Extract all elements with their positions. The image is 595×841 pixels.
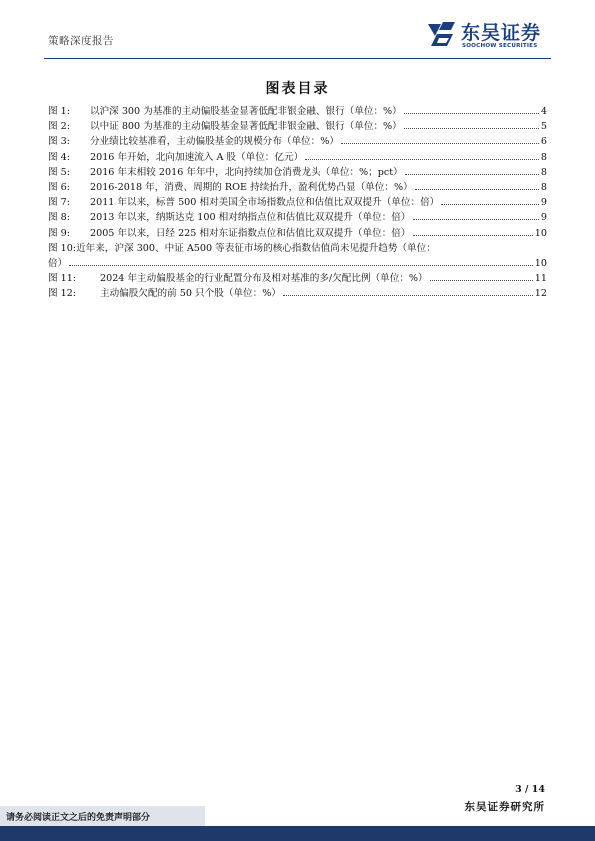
report-type-label: 策略深度报告	[48, 35, 114, 47]
footer-institute: 东吴证券研究所	[464, 801, 545, 813]
toc-entry[interactable]	[48, 226, 547, 241]
toc-entry-number: 图 1:	[48, 106, 70, 117]
toc-entry-text: 以沪深 300 为基准的主动偏股基金显著低配非银金融、银行（单位：%）	[90, 106, 402, 117]
toc-list	[48, 104, 547, 302]
toc-leader-dots	[405, 174, 539, 175]
toc-entry[interactable]	[48, 165, 547, 180]
toc-leader-dots	[283, 295, 533, 296]
toc-entry-text-continued: 倍）	[48, 258, 68, 270]
toc-entry-number: 图 8:	[48, 212, 70, 224]
toc-leader-dots	[413, 235, 533, 236]
toc-entry-number: 图 4:	[48, 151, 70, 163]
disclaimer-note: 请务必阅读正文之后的免责声明部分	[6, 813, 151, 823]
toc-entry-text: 以中证 800 为基准的主动偏股基金显著低配非银金融、银行（单位：%）	[90, 121, 402, 133]
toc-entry-page: 5	[540, 121, 547, 133]
toc-entry-number: 图 3:	[48, 136, 70, 148]
toc-entry-text: 2024 年主动偏股基金的行业配置分布及相对基准的多/欠配比例（单位：%）	[100, 273, 428, 285]
toc-entry-page: 9	[540, 212, 547, 224]
toc-entry-page: 12	[534, 288, 547, 300]
toc-entry-number: 图 10:	[48, 242, 77, 254]
footer-band	[0, 826, 595, 841]
toc-entry-number: 图 5:	[48, 166, 70, 178]
toc-entry-text: 2013 年以来，纳斯达克 100 相对纳指点位和估值比双双提升（单位：倍）	[90, 212, 411, 224]
brand-name-en: SOOCHOW SECURITIES	[462, 43, 538, 49]
toc-entry-page: 10	[534, 227, 547, 239]
toc-entry-text: 2016 年开始，北向加速流入 A 股（单位：亿元）	[90, 151, 304, 163]
toc-entry[interactable]	[48, 241, 547, 271]
toc-entry-number: 图 11:	[48, 273, 77, 285]
toc-entry[interactable]	[48, 134, 547, 149]
toc-entry-text: 主动偏股欠配的前 50 只个股（单位：%）	[100, 288, 281, 300]
toc-entry[interactable]	[48, 104, 547, 119]
toc-entry-text: 2016-2018 年，消费、周期的 ROE 持续抬升，盈利优势凸显（单位：%）	[90, 182, 413, 194]
toc-leader-dots	[341, 143, 539, 144]
toc-entry[interactable]	[48, 286, 547, 301]
toc-leader-dots	[305, 159, 539, 160]
toc-entry[interactable]	[48, 119, 547, 134]
toc-entry-text: 分业绩比较基准看，主动偏股基金的规模分布（单位：%）	[90, 136, 339, 148]
toc-entry-page: 8	[540, 166, 547, 178]
toc-entry-text: 2011 年以来，标普 500 相对美国全市场指数点位和估值比双双提升（单位：倍）	[90, 197, 440, 209]
toc-entry-text: 2016 年末相较 2016 年年中，北向持续加仓消费龙头（单位：%；pct）	[90, 166, 403, 178]
toc-entry-text: 2005 年以来，日经 225 相对东证指数点位和估值比双双提升（单位：倍）	[90, 227, 411, 239]
toc-entry-number: 图 2:	[48, 121, 70, 133]
toc-leader-dots	[404, 113, 539, 114]
brand-name-cn: 东吴证券	[461, 22, 542, 44]
toc-entry[interactable]	[48, 150, 547, 165]
toc-entry-page: 8	[540, 182, 547, 194]
toc-entry-number: 图 12:	[48, 288, 77, 300]
toc-leader-dots	[404, 128, 539, 129]
soochow-logo-icon	[425, 20, 457, 50]
toc-entry[interactable]	[48, 210, 547, 225]
toc-entry-number: 图 7:	[48, 197, 70, 209]
header-divider	[44, 58, 551, 59]
toc-entry[interactable]	[48, 180, 547, 195]
toc-entry-page: 4	[540, 106, 547, 117]
toc-entry-page: 10	[534, 258, 547, 270]
toc-entry-page: 6	[540, 136, 547, 148]
toc-entry[interactable]	[48, 271, 547, 286]
toc-entry-number: 图 9:	[48, 227, 70, 239]
page-indicator: 3 / 14	[515, 784, 545, 795]
toc-title: 图表目录	[265, 81, 330, 97]
toc-leader-dots	[413, 219, 539, 220]
toc-entry-page: 9	[540, 197, 547, 209]
toc-entry[interactable]	[48, 195, 547, 210]
toc-leader-dots	[415, 189, 539, 190]
toc-entry-page: 8	[540, 151, 547, 163]
toc-leader-dots	[430, 280, 533, 281]
disclaimer-bar	[0, 806, 205, 826]
brand-logo	[425, 18, 555, 52]
toc-entry-page: 11	[534, 273, 547, 285]
toc-leader-dots	[69, 265, 533, 266]
toc-entry-number: 图 6:	[48, 182, 70, 194]
toc-leader-dots	[441, 204, 539, 205]
toc-entry-text: 近年来，沪深 300、中证 A500 等表征市场的核心指数估值尚未见提升趋势（单位：	[76, 242, 436, 254]
